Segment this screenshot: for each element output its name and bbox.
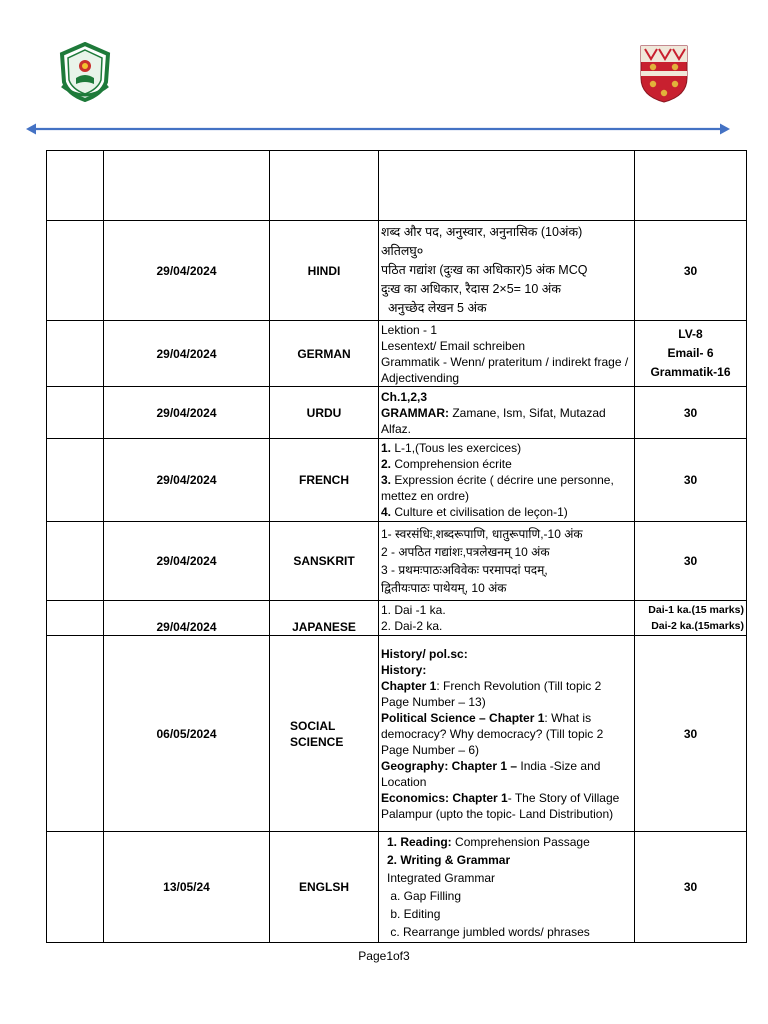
syllabus-line [387,905,632,923]
syllabus-line: Lesentext/ Email schreiben [381,338,526,353]
table-row [47,832,747,943]
syllabus-line [381,678,632,710]
syllabus-line-bold: 4. [381,505,392,519]
syllabus-cell [379,387,635,439]
syllabus-line [381,710,632,758]
marks-cell [635,832,747,943]
syllabus-line [387,851,632,869]
header-cell [47,151,104,221]
syllabus-line [381,389,632,405]
exam-date: 29/04/2024 [104,321,270,387]
exam-schedule-table [46,150,747,943]
syllabus-line-text: Comprehension écrite [391,457,512,471]
syllabus-line-bold: Ch.1,2,3 [381,389,428,404]
subject-name: ENGLSH [270,832,379,943]
syllabus-line [381,405,632,437]
marks-cell [635,601,747,636]
serial-cell [47,636,104,832]
university-shield-icon [639,44,689,104]
header-cell [635,151,747,221]
subject-name: FRENCH [270,439,379,522]
school-crest-icon [56,42,114,102]
subject-name: JAPANESE [270,601,379,636]
serial-cell [47,439,104,522]
marks-value: 30 [683,473,698,487]
table-row [47,221,747,321]
syllabus-line-text: Comprehension Passage [451,835,590,849]
syllabus-line-bold: Chapter 1 [381,678,437,693]
syllabus-line-text: c. Rearrange jumbled words/ phrases [387,925,590,939]
marks-value: 30 [683,263,698,278]
serial-cell [47,522,104,601]
syllabus-line-text: Integrated Grammar [387,871,496,885]
exam-date: 29/04/2024 [104,601,270,636]
syllabus-line [387,833,632,851]
serial-cell [47,321,104,387]
serial-cell [47,601,104,636]
table-row [47,321,747,387]
syllabus-line-bold: 2. [381,457,392,471]
syllabus-line: पठित गद्यांश (दुःख का अधिकार)5 अंक MCQ [381,263,588,277]
syllabus-line-bold: 1. [381,441,392,455]
syllabus-line [381,758,632,790]
syllabus-cell [379,221,635,321]
syllabus-cell [379,601,635,636]
syllabus-cell [379,439,635,522]
syllabus-line: 3 - प्रथमःपाठःअविवेकः परमापदां पदम्, [381,563,548,577]
header-divider-arrow [26,122,730,136]
syllabus-line: अनुच्छेद लेखन 5 अंक [381,301,487,315]
subject-name: URDU [270,387,379,439]
syllabus-line-bold: Economics: Chapter 1 [381,790,508,805]
marks-cell [635,522,747,601]
syllabus-line: शब्द और पद, अनुस्वार, अनुनासिक (10अंक) [381,225,583,239]
exam-date: 29/04/2024 [104,439,270,522]
table-row [47,636,747,832]
syllabus-line-text: a. Gap Filling [387,889,462,903]
serial-cell [47,832,104,943]
header-cell [104,151,270,221]
syllabus-line [381,662,632,678]
syllabus-line [387,923,632,941]
marks-cell [635,636,747,832]
syllabus-cell [379,832,635,943]
syllabus-cell [379,636,635,832]
syllabus-line-bold: GRAMMAR: [381,405,449,420]
syllabus-line-text: : French Revolution (Till topic 2 Page Number – 13) [381,678,602,709]
marks-value: LV-8 [678,327,703,341]
syllabus-line-text: Expression écrite ( décrire une personne, mettez en ordre) [381,473,614,503]
syllabus-line-bold: Geography: Chapter 1 – [381,758,518,773]
marks-value: 30 [683,554,698,568]
syllabus-line [381,504,632,520]
syllabus-line-text: : What is democracy? Why democracy? (Till topic 2 Page Number – 6) [381,710,604,757]
syllabus-line: दुःख का अधिकार, रैदास 2×5= 10 अंक [381,282,561,296]
exam-date: 06/05/2024 [104,636,270,832]
subject-label: SOCIAL SCIENCE [290,718,344,749]
marks-value: Grammatik-16 [650,365,731,379]
syllabus-cell [379,321,635,387]
syllabus-line: 1- स्वरसंधिः,शब्दरूपाणि, धातुरूपाणि,-10 अंक [381,527,583,541]
marks-value: 30 [683,726,698,741]
syllabus-line-bold: History: [381,662,427,677]
syllabus-line-bold: 1. Reading: [387,835,452,849]
marks-value: 30 [683,405,698,420]
syllabus-line-text: L-1,(Tous les exercices) [391,441,522,455]
page-number: Page1of3 [358,949,410,963]
subject-name [270,636,379,832]
serial-cell [47,387,104,439]
marks-value: Email- 6 [667,346,714,360]
syllabus-line [381,440,632,456]
syllabus-line-text: India -Size and Location [381,758,601,789]
marks-cell [635,221,747,321]
header-cell [270,151,379,221]
syllabus-line [381,456,632,472]
syllabus-line: 1. Dai -1 ka. [381,603,446,617]
exam-date: 13/05/24 [104,832,270,943]
exam-date: 29/04/2024 [104,221,270,321]
syllabus-line-text: Culture et civilisation de leçon-1) [391,505,568,519]
syllabus-line [381,646,632,662]
table-row [47,387,747,439]
syllabus-line: 2. Dai-2 ka. [381,619,443,633]
syllabus-line: Grammatik - Wenn/ prateritum / indirekt frage / Adjectivending [381,354,629,385]
syllabus-cell [379,522,635,601]
syllabus-line-bold: 2. Writing & Grammar [387,853,511,867]
marks-value: Dai-1 ka.(15 marks) [648,604,744,616]
marks-value: 30 [683,880,698,894]
marks-cell [635,321,747,387]
exam-date: 29/04/2024 [104,522,270,601]
syllabus-line [381,790,632,822]
table-row [47,522,747,601]
marks-cell [635,387,747,439]
serial-cell [47,221,104,321]
syllabus-line [381,472,632,504]
syllabus-line [387,887,632,905]
syllabus-line: Lektion - 1 [381,322,438,337]
syllabus-line: 2 - अपठित गद्यांशः,पत्रलेखनम् 10 अंक [381,545,550,559]
exam-date: 29/04/2024 [104,387,270,439]
syllabus-line-bold: Political Science – Chapter 1 [381,710,545,725]
table-row [47,601,747,636]
syllabus-line [387,869,632,887]
syllabus-line-text: - The Story of Village Palampur (upto the topic- Land Distribution) [381,790,620,821]
header-cell [379,151,635,221]
syllabus-line-bold: 3. [381,473,392,487]
subject-name: SANSKRIT [270,522,379,601]
marks-cell [635,439,747,522]
syllabus-line-text: Zamane, Ism, Sifat, Mutazad Alfaz. [381,405,606,436]
subject-name: GERMAN [270,321,379,387]
syllabus-line: अतिलघु० [381,244,424,258]
marks-value: Dai-2 ka.(15marks) [651,620,744,632]
syllabus-line-text: b. Editing [387,907,441,921]
subject-name: HINDI [270,221,379,321]
syllabus-line-bold: History/ pol.sc: [381,646,468,661]
table-header-row [47,151,747,221]
table-row [47,439,747,522]
syllabus-line: द्वितीयःपाठः पाथेयम्, 10 अंक [381,581,507,595]
